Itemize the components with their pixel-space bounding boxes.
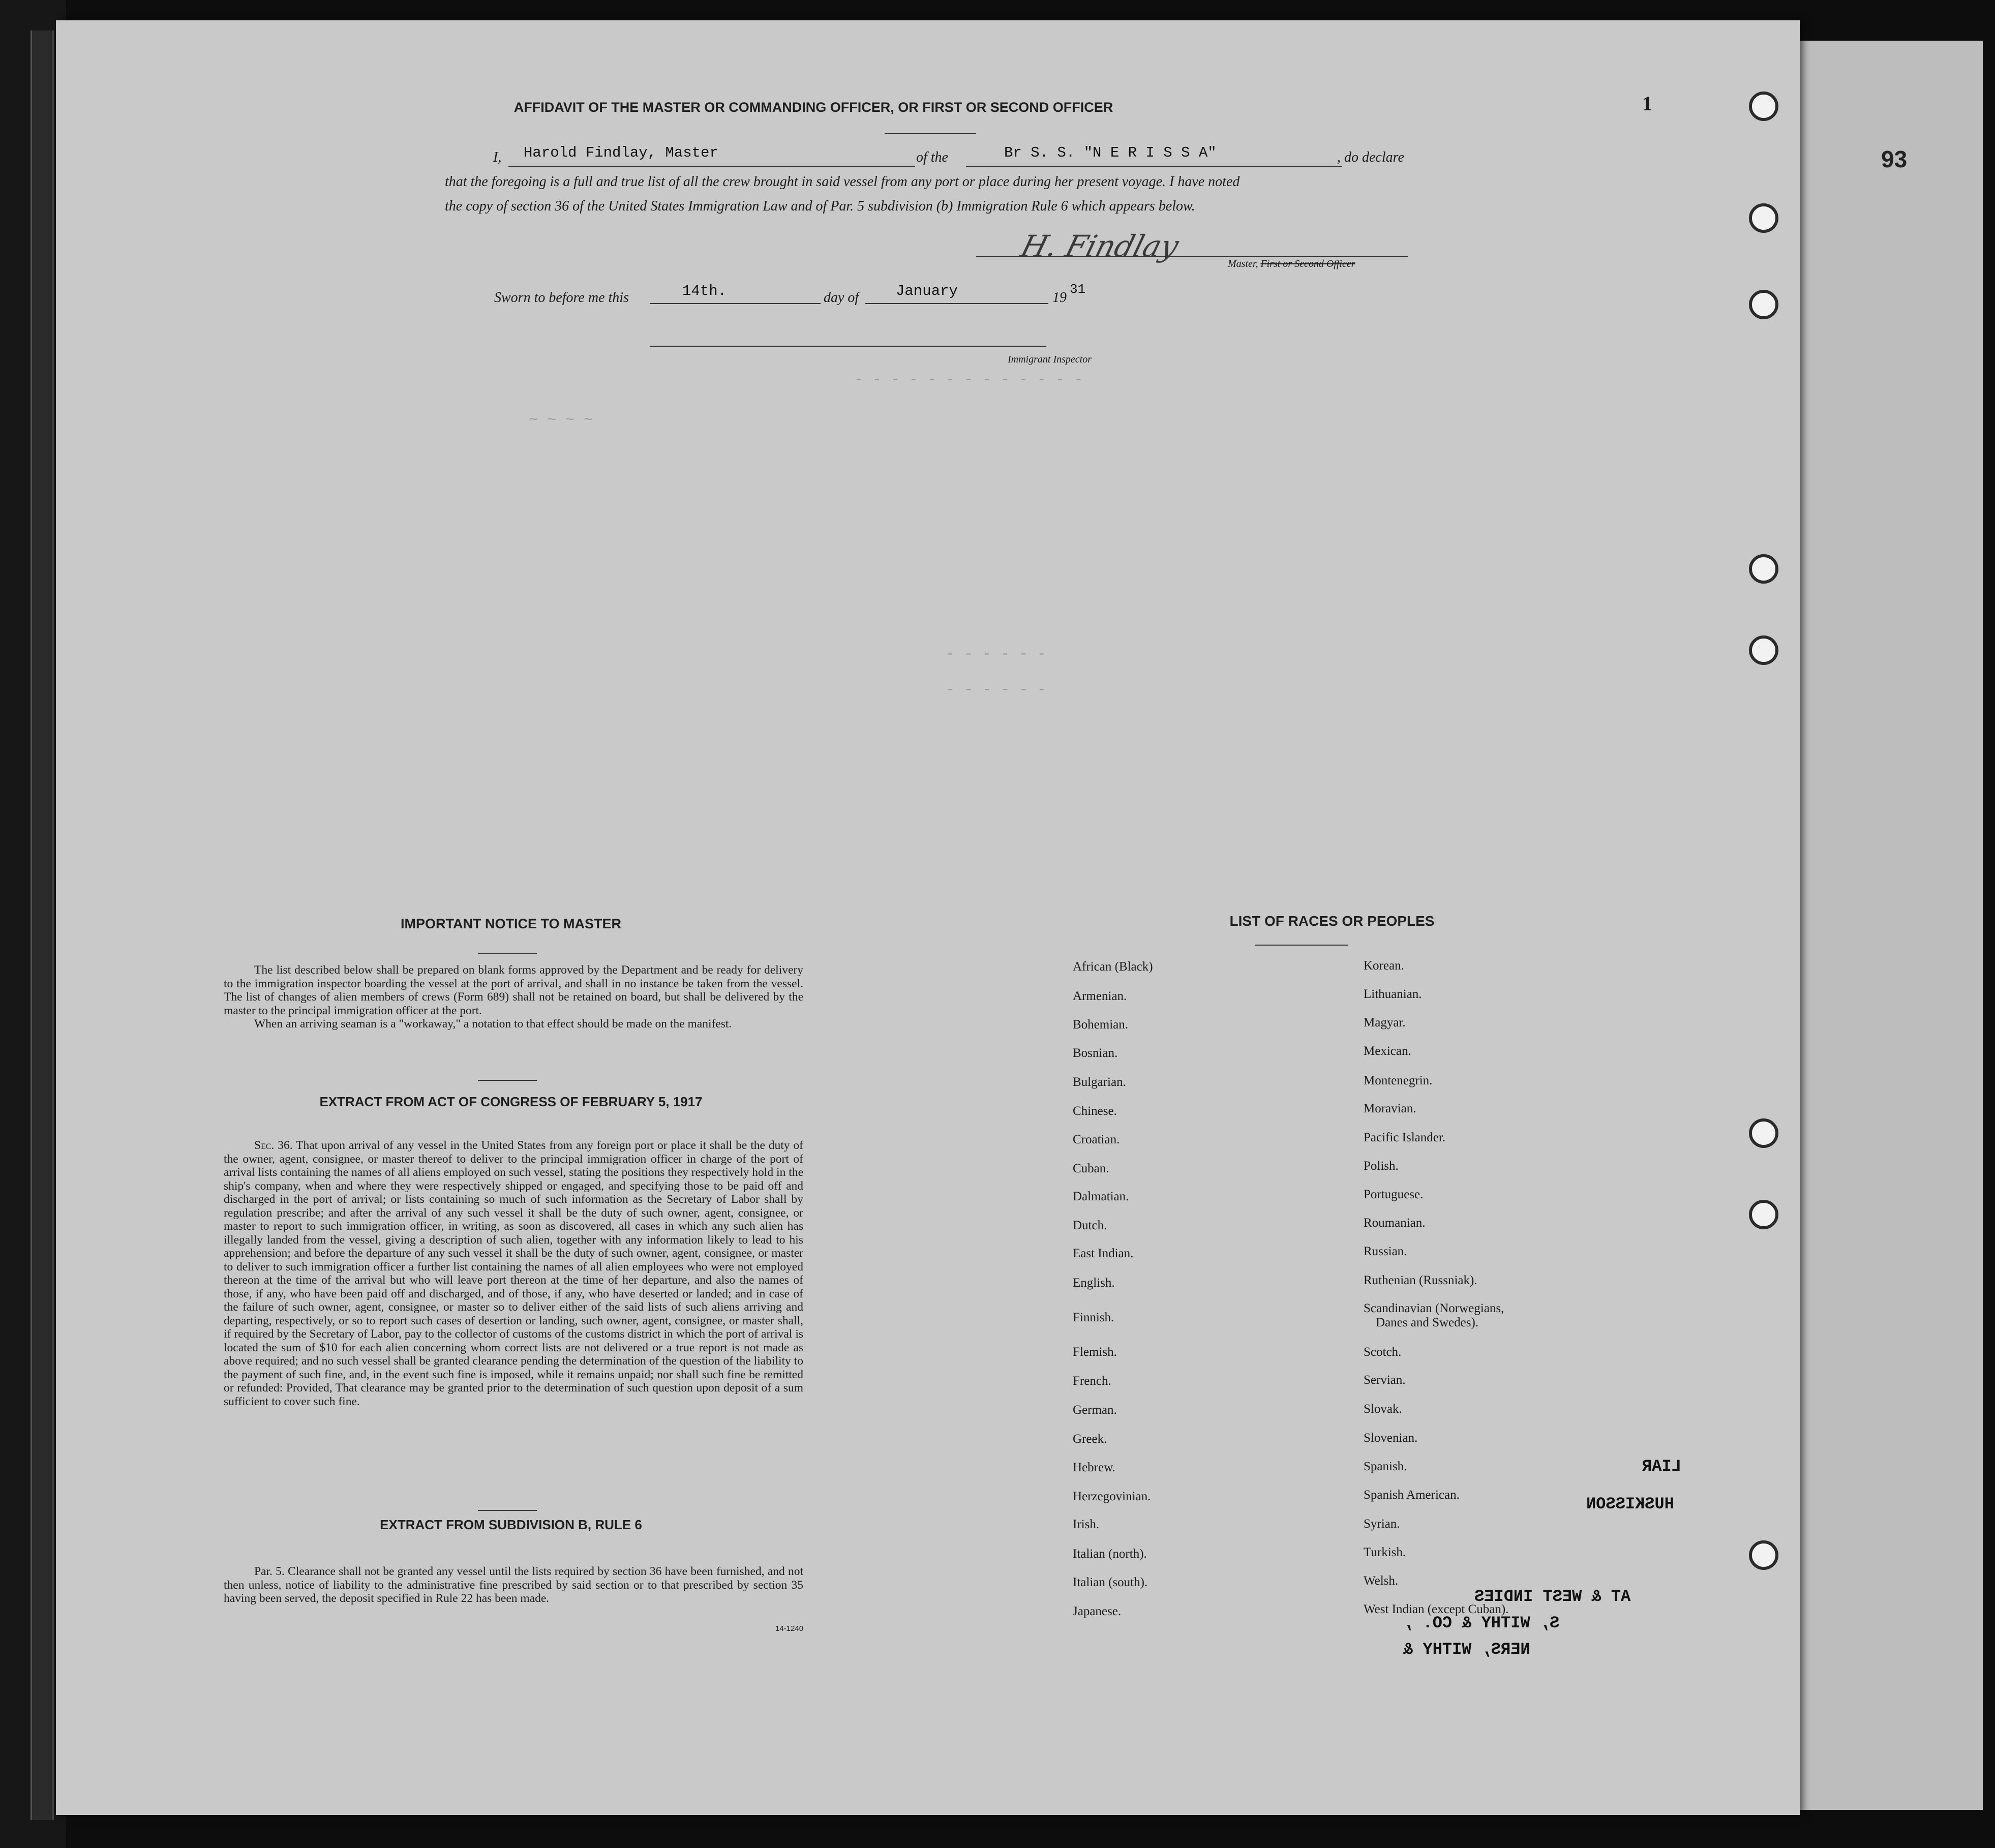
name-underline [508, 166, 915, 167]
bleed-through-row: - - - - - - [946, 646, 1047, 663]
race-item: Servian. [1364, 1373, 1406, 1387]
bleed-through-stamp: NERS, WITHY & [1403, 1640, 1530, 1659]
race-item: Korean. [1364, 959, 1404, 973]
race-item: East Indian. [1073, 1247, 1134, 1260]
punch-hole [1749, 554, 1778, 584]
act-section-text: That upon arrival of any vessel in the United States from any foreign port or place it shall be the duty of the owner, agent, consignee, or master thereof to deliver to the principal immigration officer in charge of the port of arrival lists containing the names of all aliens employed on such vessel, stating the positions they respectively hold in the ship's company, when and where they were respectively shipped or engaged, and specifying those to be paid off and discharged in the port of arrival; or lists containing so much of such information as the Secretary of Labor shall by regulation prescribe; and after the arrival of any such vessel it shall be the duty of such owner, agent, consignee, or master to report to such immigration officer, in writing, as soon as discovered, all cases in which any such alien has illegally landed from the vessel, giving a description of such alien, together with any information likely to lead to his apprehension; and before the departure of any such vessel it shall be the duty of such owner, agent, consignee, or master to deliver to such immigration officer a further list containing the names of all alien employees who were not employed thereon at the time of the arrival but who will leave port thereon at the time of her departure, and also the names of those, if any, who have been paid off and discharged, and of those, if any, who have deserted or landed; and in case of the failure of such owner, agent, consignee, or master so to deliver either of the said lists of such aliens arriving and departing, respectively, or so to report such cases of desertion or landing, such owner, agent, consignee, or master shall, if required by the Secretary of Labor, pay to the collector of customs of the customs district in which the port of arrival is located the sum of $10 for each alien concerning whom correct lists are not delivered or a true report is not made as above required; and no such vessel shall be granted clearance pending the determination of the question of the liability to the payment of such fine, and, in the event such fine is imposed, while it remains unpaid; nor shall such fine be remitted or refunded: Provided, That clearance may be granted prior to the determination of such question upon deposit of a sum sufficient to cover such fine. [224, 1139, 804, 1408]
race-item: Scotch. [1364, 1345, 1402, 1359]
affidavit-line-2: that the foregoing is a full and true list of all the crew brought in said vessel from any port or place during her present voyage. I have noted [445, 174, 1240, 190]
section-rule [478, 1080, 537, 1081]
act-section-label: Sec. 36. [254, 1139, 293, 1152]
race-item: Montenegrin. [1364, 1074, 1433, 1087]
vessel-underline [966, 166, 1342, 167]
race-item: Slovak. [1364, 1402, 1402, 1416]
sworn-month-underline [865, 303, 1048, 304]
of-the-label: of the [916, 149, 948, 165]
race-item: Roumanian. [1364, 1216, 1426, 1230]
race-item: Pacific Islander. [1364, 1131, 1446, 1144]
back-sheet [1790, 41, 1983, 1810]
master-signature: H. Findlay [1017, 229, 1183, 263]
act-paragraph [224, 1139, 803, 1408]
punch-hole [1749, 203, 1778, 233]
bleed-through-stamp: LIAR [1642, 1457, 1681, 1476]
do-declare-label: , do declare [1337, 149, 1404, 165]
sworn-day: 14th. [682, 283, 727, 299]
race-item: Magyar. [1364, 1016, 1406, 1029]
bleed-through-row: - - - - - - [946, 681, 1047, 699]
binding-strip [31, 31, 54, 1820]
races-heading: LIST OF RACES OR PEOPLES [1229, 913, 1435, 929]
rule-paragraph: Par. 5. Clearance shall not be granted any vessel until the lists required by section 36 have been furnished, and not then unless, notice of liability to the administrative fine prescribed by said section or to that prescribed by section 35 having been served, the deposit specified in Rule 22 has been made. [224, 1565, 803, 1605]
punch-hole [1749, 1540, 1778, 1570]
race-item: Portuguese. [1364, 1188, 1424, 1201]
punch-hole [1749, 635, 1778, 665]
race-item: Flemish. [1073, 1345, 1117, 1359]
notice-rule [478, 953, 537, 954]
race-item: African (Black) [1073, 960, 1153, 974]
affidavit-line-3: the copy of section 36 of the United States Immigration Law and of Par. 5 subdivision (b) Immigration Rule 6 which appears below. [445, 198, 1195, 214]
race-item: French. [1073, 1374, 1111, 1388]
race-item: Welsh. [1364, 1574, 1399, 1588]
race-item: Polish. [1364, 1159, 1399, 1173]
race-item: Cuban. [1073, 1162, 1109, 1175]
race-item: Finnish. [1073, 1311, 1114, 1324]
sworn-label: Sworn to before me this [494, 290, 629, 306]
race-item: Bohemian. [1073, 1018, 1129, 1032]
race-item: Turkish. [1364, 1546, 1406, 1559]
sworn-day-underline [650, 303, 821, 304]
race-item: Slovenian. [1364, 1431, 1418, 1445]
race-item: Scandinavian (Norwegians, [1364, 1301, 1504, 1315]
race-item: Italian (north). [1073, 1547, 1147, 1561]
notice-heading: IMPORTANT NOTICE TO MASTER [401, 916, 621, 931]
race-item: Chinese. [1073, 1104, 1117, 1118]
act-heading: EXTRACT FROM ACT OF CONGRESS OF FEBRUARY 5, 1917 [319, 1094, 703, 1109]
affidavit-i: I, [493, 149, 502, 165]
heading-rule [885, 133, 976, 134]
form-number: 14-1240 [775, 1624, 804, 1633]
rule-heading: EXTRACT FROM SUBDIVISION B, RULE 6 [380, 1517, 642, 1532]
notice-body [224, 963, 803, 1031]
page-number: 93 [1881, 146, 1908, 172]
act-body [224, 1139, 803, 1408]
race-item: West Indian (except Cuban). [1364, 1602, 1509, 1616]
punch-hole [1749, 92, 1778, 121]
year-prefix: 19 [1052, 290, 1067, 306]
sworn-month: January [896, 283, 958, 299]
notice-para-1: The list described below shall be prepared on blank forms approved by the Department and be ready for delivery to the immigration inspector boarding the vessel at the port of arrival, and shall in no instance be taken from the vessel. The list of changes of alien members of crews (Form 689) shall not be retained on board, but shall be delivered by the master to the principal immigration officer at the port. [224, 963, 803, 1017]
section-rule [478, 1510, 537, 1511]
race-item: Italian (south). [1073, 1576, 1148, 1589]
race-item: Hebrew. [1073, 1461, 1115, 1474]
signature-caption-struck: First or Second Officer [1260, 258, 1355, 269]
race-item: Bulgarian. [1073, 1075, 1126, 1089]
punch-hole [1749, 290, 1778, 319]
race-item: German. [1073, 1403, 1117, 1417]
affidavit-heading: AFFIDAVIT OF THE MASTER OR COMMANDING OFFICER, OR FIRST OR SECOND OFFICER [513, 100, 1113, 115]
race-item: Bosnian. [1073, 1046, 1118, 1060]
margin-mark: 1 [1642, 92, 1652, 115]
race-item: Japanese. [1073, 1604, 1122, 1618]
race-item: Russian. [1364, 1245, 1407, 1258]
signature-caption-prefix: Master, [1228, 258, 1258, 269]
year-suffix: 31 [1070, 282, 1086, 297]
inspector-caption: Immigrant Inspector [1008, 354, 1092, 365]
race-item: Irish. [1073, 1518, 1100, 1531]
bleed-through-row: ~ ~ ~ ~ [529, 412, 593, 429]
race-item: Croatian. [1073, 1133, 1120, 1146]
inspector-underline [650, 346, 1046, 347]
race-item: Herzegovinian. [1073, 1490, 1151, 1503]
race-item: Ruthenian (Russniak). [1364, 1274, 1477, 1287]
punch-hole [1749, 1118, 1778, 1148]
race-item: Syrian. [1364, 1517, 1400, 1531]
bleed-through-stamp: HUSKISSON [1586, 1495, 1674, 1513]
race-item: Moravian. [1364, 1102, 1416, 1115]
race-item: Lithuanian. [1364, 987, 1422, 1001]
race-item: Greek. [1073, 1432, 1107, 1446]
bleed-through-row: - - - - - - - - - - - - - [854, 371, 1083, 388]
bleed-through-stamp: AT & WEST INDIES [1474, 1587, 1631, 1606]
race-item: Spanish American. [1364, 1488, 1460, 1502]
master-name: Harold Findlay, Master [524, 144, 718, 161]
race-item: Dalmatian. [1073, 1190, 1129, 1203]
rule-body [224, 1565, 803, 1605]
signature-caption [1228, 258, 1355, 270]
race-item: Spanish. [1364, 1460, 1407, 1473]
signature-underline [976, 256, 1408, 257]
race-item: Danes and Swedes). [1376, 1316, 1479, 1329]
race-item: Mexican. [1364, 1044, 1411, 1058]
race-item: Armenian. [1073, 989, 1127, 1003]
race-item: Dutch. [1073, 1219, 1107, 1232]
races-rule [1255, 945, 1348, 946]
day-of-label: day of [824, 290, 859, 306]
punch-hole [1749, 1200, 1778, 1229]
bleed-through-stamp: S, WITHY & CO. , [1403, 1614, 1560, 1632]
race-item: English. [1073, 1276, 1115, 1290]
vessel-name: Br S. S. "N E R I S S A" [1004, 144, 1217, 161]
notice-para-2: When an arriving seaman is a "workaway," a notation to that effect should be made on the manifest. [254, 1017, 732, 1031]
